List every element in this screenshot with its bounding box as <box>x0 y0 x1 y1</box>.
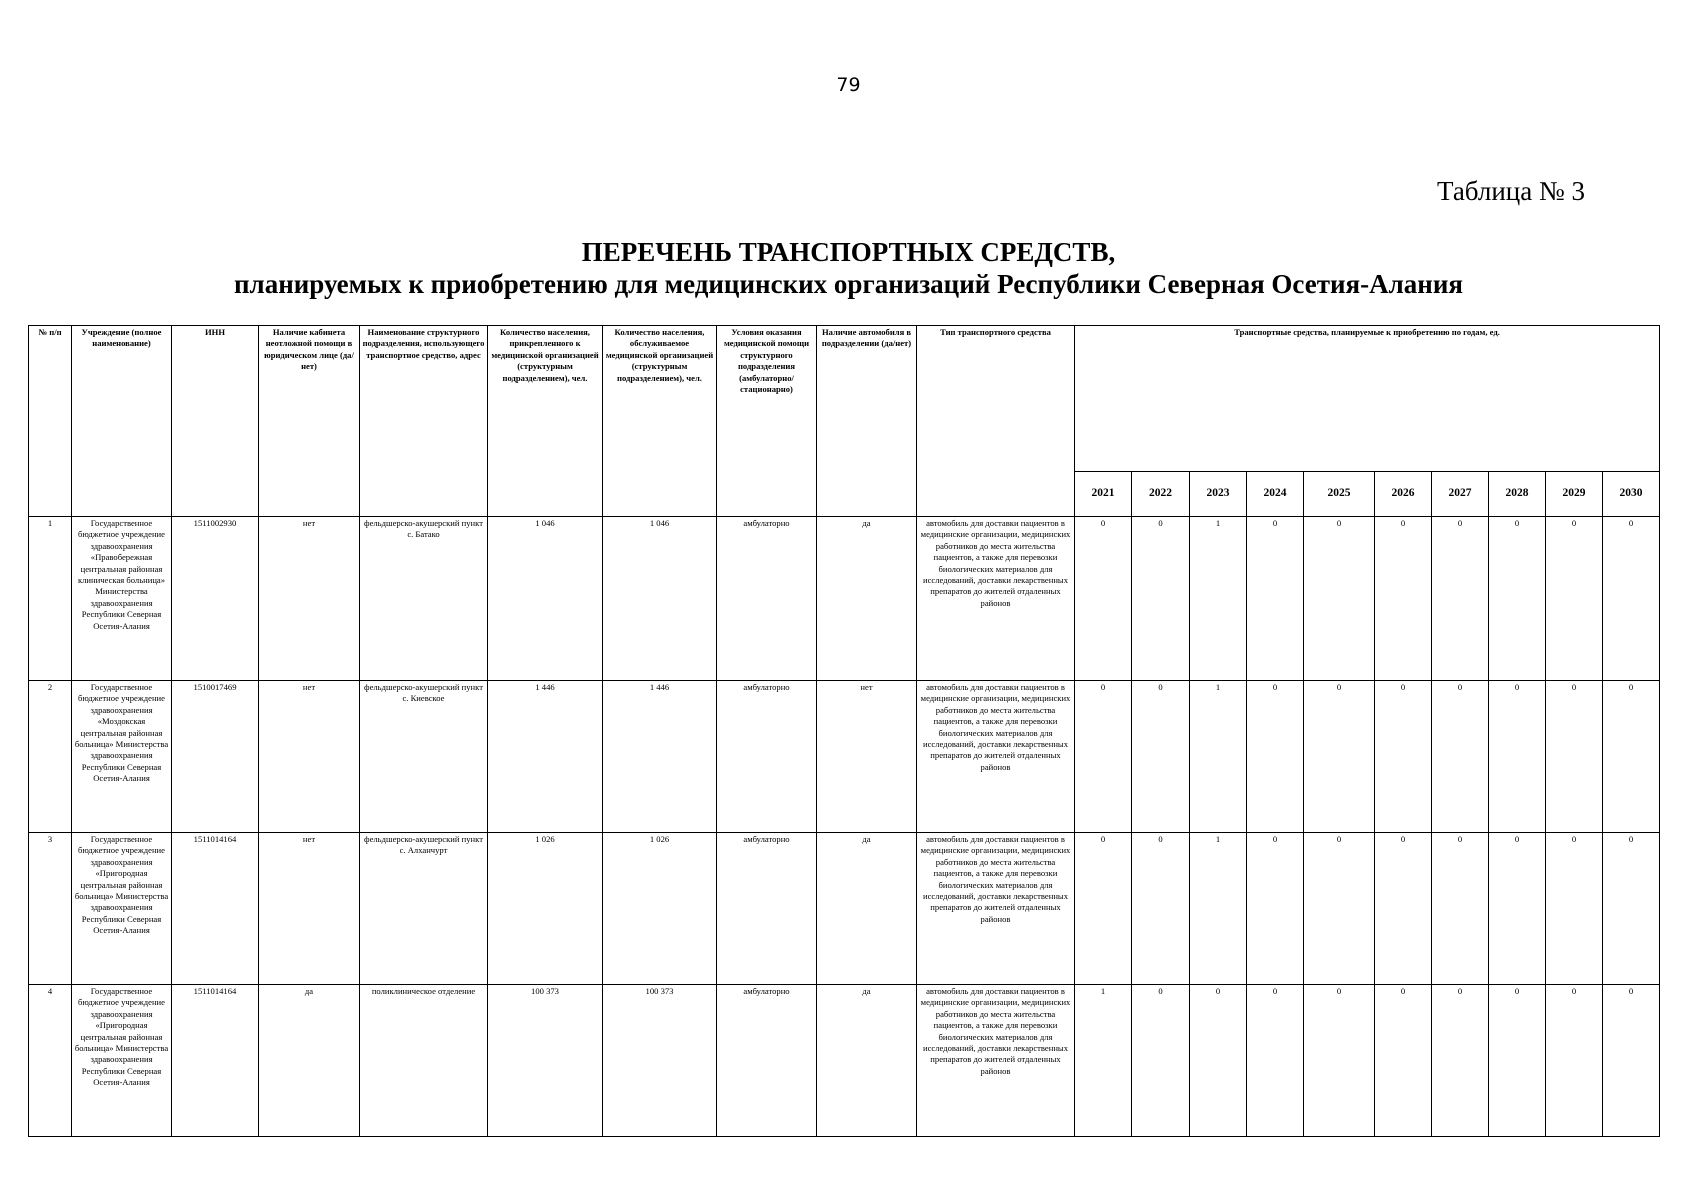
cell-number: 3 <box>29 833 72 985</box>
cell-vehicle-type: автомобиль для доставки пациентов в медицинские организации, медицинских работников до места жительства пациентов, а также для перевозки биологических материалов для исследований, доставки лекарственных препаратов до жителей отдаленных районов <box>917 833 1075 985</box>
table-row <box>29 833 1660 985</box>
cell-subdivision: поликлиническое отделение <box>360 985 488 1137</box>
cell-year-2025: 0 <box>1304 517 1375 681</box>
cell-number: 1 <box>29 517 72 681</box>
cell-subdivision: фельдшерско-акушерский пункт с. Батако <box>360 517 488 681</box>
cell-year-2022: 0 <box>1132 985 1190 1137</box>
cell-attached-population: 1 026 <box>488 833 603 985</box>
cell-year-2026: 0 <box>1375 833 1432 985</box>
cell-year-2022: 0 <box>1132 833 1190 985</box>
title-line-2: планируемых к приобретению для медицинских организаций Республики Северная Осетия-Алания <box>233 269 1464 299</box>
column-header-conditions: Условия оказания медицинской помощи структурного подразделения (амбулаторно/стационарно) <box>717 326 817 517</box>
cell-urgent-office: нет <box>259 517 360 681</box>
cell-year-2023: 1 <box>1190 681 1247 833</box>
cell-year-2025: 0 <box>1304 681 1375 833</box>
cell-year-2030: 0 <box>1603 517 1660 681</box>
year-header-2022: 2022 <box>1132 472 1190 517</box>
cell-year-2021: 0 <box>1075 833 1132 985</box>
cell-year-2024: 0 <box>1247 681 1304 833</box>
vehicle-registry-table <box>28 325 1660 1137</box>
cell-year-2022: 0 <box>1132 681 1190 833</box>
cell-inn: 1511002930 <box>172 517 259 681</box>
column-header-urgent-office: Наличие кабинета неотложной помощи в юридическом лице (да/нет) <box>259 326 360 517</box>
year-header-2021: 2021 <box>1075 472 1132 517</box>
column-header-inn: ИНН <box>172 326 259 517</box>
cell-urgent-office: нет <box>259 833 360 985</box>
year-header-2028: 2028 <box>1489 472 1546 517</box>
cell-served-population: 1 026 <box>603 833 717 985</box>
cell-year-2027: 0 <box>1432 833 1489 985</box>
cell-served-population: 1 446 <box>603 681 717 833</box>
cell-subdivision: фельдшерско-акушерский пункт с. Киевское <box>360 681 488 833</box>
cell-year-2027: 0 <box>1432 985 1489 1137</box>
cell-year-2030: 0 <box>1603 985 1660 1137</box>
cell-inn: 1511014164 <box>172 833 259 985</box>
cell-year-2026: 0 <box>1375 985 1432 1137</box>
table-row <box>29 517 1660 681</box>
cell-year-2029: 0 <box>1546 681 1603 833</box>
cell-year-2023: 0 <box>1190 985 1247 1137</box>
cell-subdivision: фельдшерско-акушерский пункт с. Алханчурт <box>360 833 488 985</box>
cell-has-car: да <box>817 833 917 985</box>
cell-year-2027: 0 <box>1432 517 1489 681</box>
cell-year-2024: 0 <box>1247 517 1304 681</box>
cell-served-population: 100 373 <box>603 985 717 1137</box>
cell-year-2028: 0 <box>1489 985 1546 1137</box>
table-row <box>29 985 1660 1137</box>
year-header-2025: 2025 <box>1304 472 1375 517</box>
cell-year-2026: 0 <box>1375 517 1432 681</box>
cell-year-2022: 0 <box>1132 517 1190 681</box>
table-row <box>29 681 1660 833</box>
cell-year-2026: 0 <box>1375 681 1432 833</box>
cell-attached-population: 1 446 <box>488 681 603 833</box>
cell-number: 4 <box>29 985 72 1137</box>
cell-served-population: 1 046 <box>603 517 717 681</box>
cell-conditions: амбулаторно <box>717 985 817 1137</box>
cell-institution: Государственное бюджетное учреждение здравоохранения «Пригородная центральная районная больница» Министерства здравоохранения Республики Северная Осетия-Алания <box>72 833 172 985</box>
cell-year-2029: 0 <box>1546 517 1603 681</box>
cell-has-car: да <box>817 985 917 1137</box>
cell-attached-population: 100 373 <box>488 985 603 1137</box>
column-header-served-population: Количество населения, обслуживаемое медицинской организацией (структурным подразделением), чел. <box>603 326 717 517</box>
year-header-2024: 2024 <box>1247 472 1304 517</box>
cell-conditions: амбулаторно <box>717 833 817 985</box>
column-header-vehicle-type: Тип транспортного средства <box>917 326 1075 517</box>
column-header-planned-by-year: Транспортные средства, планируемые к приобретению по годам, ед. <box>1075 326 1660 472</box>
cell-year-2025: 0 <box>1304 985 1375 1137</box>
cell-year-2021: 0 <box>1075 681 1132 833</box>
cell-vehicle-type: автомобиль для доставки пациентов в медицинские организации, медицинских работников до места жительства пациентов, а также для перевозки биологических материалов для исследований, доставки лекарственных препаратов до жителей отдаленных районов <box>917 517 1075 681</box>
table-label: Таблица № 3 <box>1437 176 1585 206</box>
cell-institution: Государственное бюджетное учреждение здравоохранения «Правобережная центральная районная клиническая больница» Министерства здравоохранения Республики Северная Осетия-Алания <box>72 517 172 681</box>
cell-year-2028: 0 <box>1489 517 1546 681</box>
cell-has-car: да <box>817 517 917 681</box>
cell-year-2030: 0 <box>1603 681 1660 833</box>
cell-conditions: амбулаторно <box>717 681 817 833</box>
year-header-2030: 2030 <box>1603 472 1660 517</box>
cell-year-2024: 0 <box>1247 833 1304 985</box>
cell-attached-population: 1 046 <box>488 517 603 681</box>
year-header-2029: 2029 <box>1546 472 1603 517</box>
cell-number: 2 <box>29 681 72 833</box>
column-header-institution: Учреждение (полное наименование) <box>72 326 172 517</box>
cell-conditions: амбулаторно <box>717 517 817 681</box>
column-header-number: № п/п <box>29 326 72 517</box>
cell-year-2021: 1 <box>1075 985 1132 1137</box>
cell-year-2023: 1 <box>1190 517 1247 681</box>
title-line-1: ПЕРЕЧЕНЬ ТРАНСПОРТНЫХ СРЕДСТВ, <box>581 237 1116 267</box>
page-number: 79 <box>836 74 861 96</box>
cell-year-2029: 0 <box>1546 833 1603 985</box>
cell-year-2029: 0 <box>1546 985 1603 1137</box>
cell-urgent-office: нет <box>259 681 360 833</box>
year-header-2026: 2026 <box>1375 472 1432 517</box>
cell-year-2023: 1 <box>1190 833 1247 985</box>
column-header-subdivision: Наименование структурного подразделения, использующего транспортное средство, адрес <box>360 326 488 517</box>
cell-institution: Государственное бюджетное учреждение здравоохранения «Моздокская центральная районная больница» Министерства здравоохранения Республики Северная Осетия-Алания <box>72 681 172 833</box>
cell-year-2027: 0 <box>1432 681 1489 833</box>
cell-year-2021: 0 <box>1075 517 1132 681</box>
cell-has-car: нет <box>817 681 917 833</box>
column-header-has-car: Наличие автомобиля в подразделении (да/нет) <box>817 326 917 517</box>
cell-vehicle-type: автомобиль для доставки пациентов в медицинские организации, медицинских работников до места жительства пациентов, а также для перевозки биологических материалов для исследований, доставки лекарственных препаратов до жителей отдаленных районов <box>917 985 1075 1137</box>
year-header-2027: 2027 <box>1432 472 1489 517</box>
cell-year-2028: 0 <box>1489 681 1546 833</box>
cell-year-2025: 0 <box>1304 833 1375 985</box>
cell-inn: 1510017469 <box>172 681 259 833</box>
cell-year-2028: 0 <box>1489 833 1546 985</box>
document-title <box>0 236 1697 300</box>
year-header-2023: 2023 <box>1190 472 1247 517</box>
column-header-attached-population: Количество населения, прикрепленного к медицинской организацией (структурным подразделением), чел. <box>488 326 603 517</box>
cell-year-2024: 0 <box>1247 985 1304 1137</box>
cell-institution: Государственное бюджетное учреждение здравоохранения «Пригородная центральная районная больница» Министерства здравоохранения Республики Северная Осетия-Алания <box>72 985 172 1137</box>
cell-urgent-office: да <box>259 985 360 1137</box>
cell-inn: 1511014164 <box>172 985 259 1137</box>
cell-vehicle-type: автомобиль для доставки пациентов в медицинские организации, медицинских работников до места жительства пациентов, а также для перевозки биологических материалов для исследований, доставки лекарственных препаратов до жителей отдаленных районов <box>917 681 1075 833</box>
cell-year-2030: 0 <box>1603 833 1660 985</box>
